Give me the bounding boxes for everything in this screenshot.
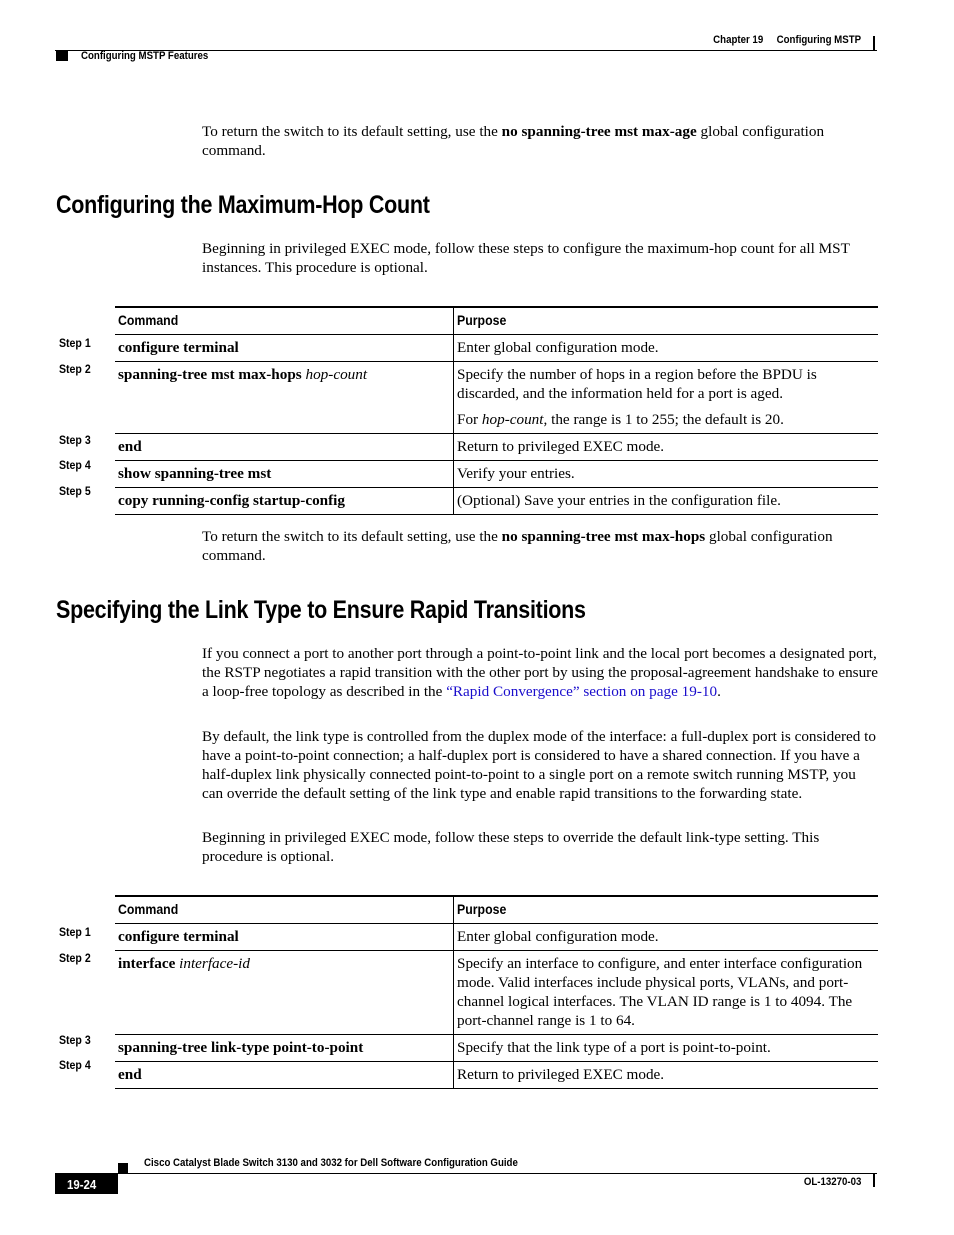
- footer-rule: [55, 1173, 877, 1174]
- header-chapter: Chapter 19 Configuring MSTP: [713, 34, 861, 46]
- purpose-cell: Specify that the link type of a port is point-to-point.: [454, 1035, 879, 1062]
- table-row: [115, 1062, 878, 1089]
- table-row: [115, 434, 878, 461]
- header-block: [56, 51, 68, 61]
- purpose-cell: Verify your entries.: [454, 461, 879, 488]
- table-row: [115, 335, 878, 362]
- header-section: Configuring MSTP Features: [81, 50, 209, 62]
- footer-tick: [873, 1174, 875, 1187]
- section2-paragraph-1: If you connect a port to another port through a point-to-point link and the local port becomes a designated port, the RSTP negotiates a rapid transition with the other port by using the proposal-agreement handshake to ensure a loop-free topology as described in the “Rapid Convergence” section on page 19-10.: [202, 645, 878, 700]
- step-label: Step 2: [59, 951, 91, 965]
- intro-paragraph: To return the switch to its default setting, use the no spanning-tree mst max-age global configuration command.: [202, 123, 825, 159]
- table-row: [115, 1035, 878, 1062]
- header-tick: [873, 36, 875, 50]
- footer-doc-id: OL-13270-03: [803, 1176, 861, 1188]
- table-row: [115, 488, 878, 515]
- purpose-cell: Enter global configuration mode.: [454, 335, 879, 362]
- table-row: [115, 951, 878, 1035]
- col-command-header: Command: [115, 896, 454, 924]
- col-purpose-header: Purpose: [454, 896, 879, 924]
- step-label: Step 1: [59, 925, 91, 939]
- command-cell: spanning-tree link-type point-to-point: [115, 1035, 454, 1062]
- section1-lead: Beginning in privileged EXEC mode, follow these steps to configure the maximum-hop count for all MST instances. This procedure is optional.: [202, 240, 850, 276]
- step-label: Step 2: [59, 362, 91, 376]
- section1-after-paragraph: To return the switch to its default setting, use the no spanning-tree mst max-hops global configuration command.: [202, 528, 833, 564]
- step-label: Step 1: [59, 336, 91, 350]
- col-purpose-header: Purpose: [454, 307, 879, 335]
- command-cell: spanning-tree mst max-hops hop-count: [115, 362, 454, 434]
- step-label: Step 3: [59, 1033, 91, 1047]
- table-row: [115, 924, 878, 951]
- purpose-cell: Return to privileged EXEC mode.: [454, 434, 879, 461]
- command-cell: show spanning-tree mst: [115, 461, 454, 488]
- col-command-header: Command: [115, 307, 454, 335]
- footer-block: [118, 1163, 128, 1173]
- purpose-cell: Specify an interface to configure, and enter interface configuration mode. Valid interfaces include physical ports, VLANs, and port-channel logical interfaces. The VLAN ID range is 1 to 4094. The port-channel range is 1 to 64.: [454, 951, 879, 1035]
- section1-steps-table: [115, 306, 878, 515]
- table-row: [115, 461, 878, 488]
- footer-guide-title: Cisco Catalyst Blade Switch 3130 and 3032 for Dell Software Configuration Guide: [144, 1157, 518, 1169]
- command-cell: end: [115, 434, 454, 461]
- step-label: Step 5: [59, 484, 91, 498]
- command-cell: copy running-config startup-config: [115, 488, 454, 515]
- step-label: Step 4: [59, 458, 91, 472]
- purpose-cell: (Optional) Save your entries in the configuration file.: [454, 488, 879, 515]
- page-number: 19-24: [67, 1177, 97, 1192]
- page-number-box: [55, 1174, 118, 1194]
- table-row: [115, 362, 878, 434]
- purpose-cell: Enter global configuration mode.: [454, 924, 879, 951]
- purpose-cell: Return to privileged EXEC mode.: [454, 1062, 879, 1089]
- step-label: Step 3: [59, 433, 91, 447]
- rapid-convergence-link[interactable]: “Rapid Convergence” section on page 19-10: [446, 683, 718, 700]
- step-label: Step 4: [59, 1058, 91, 1072]
- command-cell: configure terminal: [115, 335, 454, 362]
- section1-title: Configuring the Maximum-Hop Count: [56, 191, 430, 219]
- command-cell: end: [115, 1062, 454, 1089]
- purpose-cell: Specify the number of hops in a region before the BPDU is discarded, and the information held for a port is aged. For hop-count, the range is 1 to 255; the default is 20.: [454, 362, 879, 434]
- section2-paragraph-3: Beginning in privileged EXEC mode, follow these steps to override the default link-type setting. This procedure is optional.: [202, 829, 820, 865]
- section2-title: Specifying the Link Type to Ensure Rapid Transitions: [56, 596, 586, 624]
- command-cell: configure terminal: [115, 924, 454, 951]
- command-cell: interface interface-id: [115, 951, 454, 1035]
- section2-steps-table: [115, 895, 878, 1089]
- section2-paragraph-2: By default, the link type is controlled from the duplex mode of the interface: a full-duplex port is considered to have a point-to-point connection; a half-duplex port is considered to have a shared connection. If you have a half-duplex link physically connected point-to-point to a single port on a remote switch running MSTP, you can override the default setting of the link type and enable rapid transitions to the forwarding state.: [202, 728, 876, 802]
